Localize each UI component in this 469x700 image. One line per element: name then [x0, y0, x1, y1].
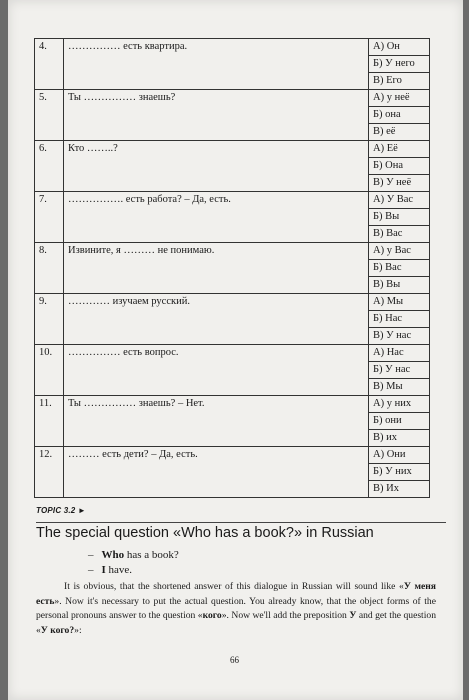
- exercise-question: Извините, я ……… не понимаю.: [64, 243, 369, 294]
- answer-option: А) у них: [369, 396, 430, 413]
- exercise-question: Ты …………… знаешь?: [64, 90, 369, 141]
- exercise-row: [35, 192, 430, 209]
- exercise-row: [35, 294, 430, 311]
- answer-option: В) У нас: [369, 328, 430, 345]
- section-heading: The special question «Who has a book?» in Russian: [36, 522, 446, 541]
- dialogue-bold: I: [101, 564, 106, 576]
- answer-option: В) их: [369, 430, 430, 447]
- answer-option: Б) они: [369, 413, 430, 430]
- answer-option: А) Нас: [369, 345, 430, 362]
- answer-option: Б) Вы: [369, 209, 430, 226]
- exercise-question: Кто ……..?: [64, 141, 369, 192]
- paragraph-text: and get the question «: [36, 610, 436, 636]
- exercise-row: [35, 447, 430, 464]
- paragraph-text: ». Now it's necessary to put the actual question. You already know, that the object forms of the personal pronouns answer to the question «: [36, 595, 436, 621]
- answer-option: А) у Вас: [369, 243, 430, 260]
- exercise-question: Ты …………… знаешь? – Нет.: [64, 396, 369, 447]
- exercise-number: 7.: [35, 192, 64, 243]
- answer-option: В) Вас: [369, 226, 430, 243]
- exercise-number: 8.: [35, 243, 64, 294]
- exercise-question: ………… изучаем русский.: [64, 294, 369, 345]
- answer-option: Б) Нас: [369, 311, 430, 328]
- exercise-question: ……………. есть работа? – Да, есть.: [64, 192, 369, 243]
- exercise-row: [35, 90, 430, 107]
- dash: –: [88, 564, 94, 576]
- exercise-row: [35, 141, 430, 158]
- exercise-question: …………… есть квартира.: [64, 39, 369, 90]
- paragraph-bold: У кого?: [40, 624, 75, 636]
- answer-option: В) её: [369, 124, 430, 141]
- answer-option: В) У неё: [369, 175, 430, 192]
- answer-option: А) Они: [369, 447, 430, 464]
- answer-option: Б) Она: [369, 158, 430, 175]
- exercise-row: [35, 243, 430, 260]
- paragraph-bold: У: [349, 610, 357, 621]
- paragraph-bold: кого: [202, 610, 222, 621]
- exercise-row: [35, 345, 430, 362]
- answer-option: Б) она: [369, 107, 430, 124]
- exercise-row: [35, 39, 430, 56]
- page-number: 66: [230, 655, 239, 665]
- exercise-number: 4.: [35, 39, 64, 90]
- dialogue-line: [88, 564, 132, 576]
- answer-option: А) У Вас: [369, 192, 430, 209]
- answer-option: Б) У него: [369, 56, 430, 73]
- paragraph-text: It is obvious, that the shortened answer of this dialogue in Russian will sound like «: [64, 581, 404, 592]
- answer-option: А) у неё: [369, 90, 430, 107]
- dialogue-bold: Who: [101, 549, 125, 561]
- answer-option: А) Её: [369, 141, 430, 158]
- exercise-number: 11.: [35, 396, 64, 447]
- topic-label: TOPIC 3.2 ►: [36, 506, 86, 515]
- paragraph-text: ». Now we'll add the preposition: [221, 610, 350, 621]
- exercise-number: 5.: [35, 90, 64, 141]
- answer-option: Б) У нас: [369, 362, 430, 379]
- exercise-number: 12.: [35, 447, 64, 498]
- exercise-number: 10.: [35, 345, 64, 396]
- answer-option: А) Он: [369, 39, 430, 56]
- dash: –: [88, 549, 94, 561]
- answer-option: Б) Вас: [369, 260, 430, 277]
- paragraph-bold: У меня есть: [36, 581, 436, 607]
- answer-option: В) Их: [369, 481, 430, 498]
- exercise-question: ……… есть дети? – Да, есть.: [64, 447, 369, 498]
- dialogue-text: has a book?: [124, 549, 179, 561]
- answer-option: А) Мы: [369, 294, 430, 311]
- answer-option: В) Мы: [369, 379, 430, 396]
- dialogue-line: [88, 549, 179, 561]
- answer-option: В) Его: [369, 73, 430, 90]
- answer-option: В) Вы: [369, 277, 430, 294]
- exercise-table: [34, 38, 430, 498]
- paragraph-text: »:: [74, 624, 82, 636]
- dialogue-text: have.: [105, 564, 133, 576]
- exercise-question: …………… есть вопрос.: [64, 345, 369, 396]
- answer-option: Б) У них: [369, 464, 430, 481]
- exercise-number: 6.: [35, 141, 64, 192]
- explanation-paragraph: [36, 580, 436, 638]
- exercise-row: [35, 396, 430, 413]
- exercise-number: 9.: [35, 294, 64, 345]
